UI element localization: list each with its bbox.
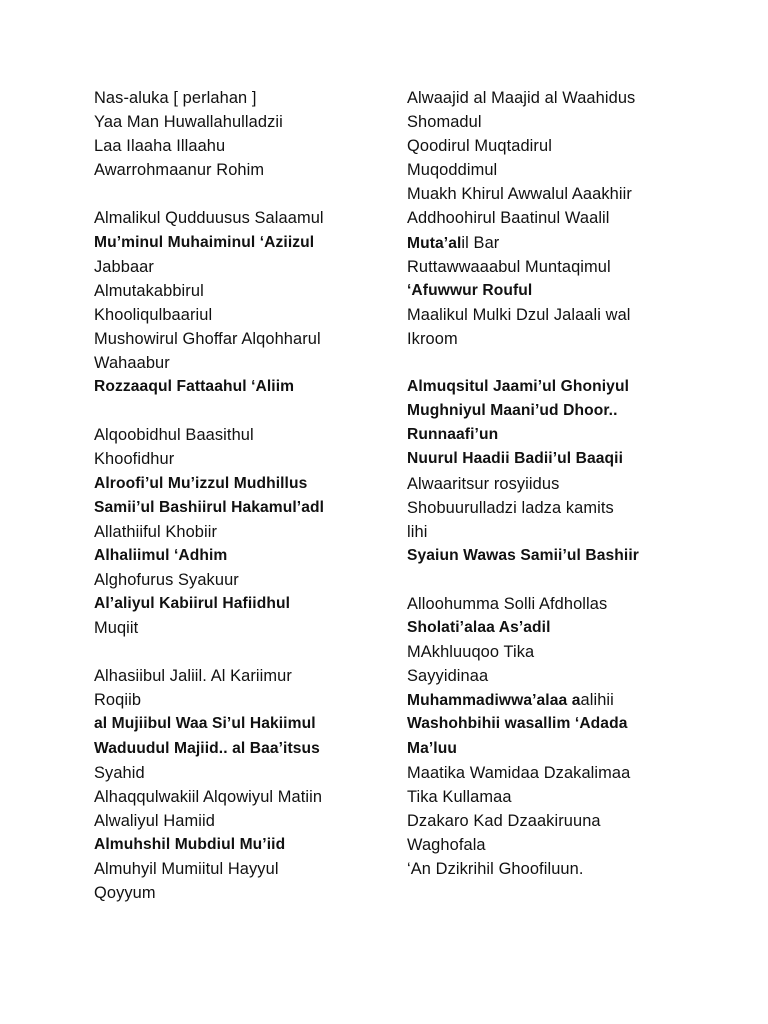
right-line-25-segment-0: Muhammadiwwa’alaa a [407,692,581,710]
left-line-21: Al’aliyul Kabiirul Hafiidhul [94,594,291,612]
right-line-5: Addhoohirul Baatinul Waalil [407,209,610,228]
right-column [407,86,747,881]
left-line-7: Jabbaar [94,257,154,276]
left-line-31: Almuhshil Mubdiul Mu’iid [94,835,286,853]
left-line-24: Alhasiibul Jaliil. Al Kariimur [94,667,292,686]
right-line-6-segment-1: il Bar [461,233,500,252]
left-line-18: Allathiiful Khobiir [94,522,218,541]
right-line-13: Mughniyul Maani’ud Dhoor.. [407,402,618,420]
left-line-6: Mu’minul Muhaiminul ‘Aziizul [94,233,315,251]
right-line-21: Alloohumma Solli Afdhollas [407,594,608,613]
right-line-8: ‘Afuwwur Rouful [407,281,533,299]
left-line-14: Alqoobidhul Baasithul [94,426,254,445]
right-line-16: Alwaaritsur rosyiidus [407,474,560,493]
left-line-5: Almalikul Qudduusus Salaamul [94,209,324,228]
left-line-22: Muqiit [94,619,139,638]
right-line-9: Maalikul Mulki Dzul Jalaali wal [407,305,631,324]
right-line-17: Shobuurulladzi ladza kamits [407,498,614,517]
left-line-3: Awarrohmaanur Rohim [94,161,265,180]
left-line-11: Wahaabur [94,354,170,373]
left-line-8: Almutakabbirul [94,281,204,300]
right-line-31: Waghofala [407,835,486,854]
left-line-28: Syahid [94,763,145,782]
right-line-29: Tika Kullamaa [407,787,512,806]
left-line-12: Rozzaaqul Fattaahul ‘Aliim [94,378,295,396]
right-line-6-segment-0: Muta’al [407,234,462,252]
right-line-19: Syaiun Wawas Samii’ul Bashiir [407,546,639,564]
right-line-24: Sayyidinaa [407,667,489,686]
left-line-26: al Mujiibul Waa Si’ul Hakiimul [94,715,316,733]
left-column [94,86,394,905]
right-line-26: Washohbihii wasallim ‘Adada [407,715,628,733]
right-line-10: Ikroom [407,329,458,348]
right-line-14: Runnaafi’un [407,426,499,444]
right-stanza-break [407,568,747,592]
left-stanza-break [94,182,394,206]
left-stanza-break [94,399,394,423]
right-line-3: Muqoddimul [407,161,498,180]
right-line-27: Ma’luu [407,739,457,757]
right-line-30: Dzakaro Kad Dzaakiruuna [407,811,601,830]
left-line-9: Khooliqulbaariul [94,305,213,324]
right-stanza-break [407,351,747,375]
left-line-29: Alhaqqulwakiil Alqowiyul Matiin [94,787,323,806]
right-line-25-segment-1: alihii [580,691,614,710]
left-line-16: Alroofi’ul Mu’izzul Mudhillus [94,474,308,492]
left-line-19: Alhaliimul ‘Adhim [94,546,228,564]
right-line-32: ‘An Dzikrihil Ghoofiluun. [407,860,584,878]
right-line-12: Almuqsitul Jaami’ul Ghoniyul [407,378,630,396]
right-line-28: Maatika Wamidaa Dzakalimaa [407,763,631,782]
left-line-30: Alwaliyul Hamiid [94,811,215,830]
right-line-18: lihi [407,522,428,541]
right-line-25 [407,688,747,712]
left-line-25: Roqiib [94,691,142,710]
left-line-1: Yaa Man Huwallahulladzii [94,113,283,132]
right-line-15: Nuurul Haadii Badii’ul Baaqii [407,450,624,468]
right-line-23: MAkhluuqoo Tika [407,643,535,662]
left-stanza-break [94,640,394,664]
right-line-6 [407,231,747,255]
left-line-33: Qoyyum [94,884,156,903]
right-line-0: Alwaajid al Maajid al Waahidus [407,89,636,107]
left-line-20: Alghofurus Syakuur [94,570,239,589]
right-line-4: Muakh Khirul Awwalul Aaakhiir [407,185,632,204]
left-line-15: Khoofidhur [94,450,175,469]
right-line-22: Sholati’alaa As’adil [407,619,551,637]
right-line-2: Qoodirul Muqtadirul [407,137,552,156]
right-line-1: Shomadul [407,113,482,132]
left-line-32: Almuhyil Mumiitul Hayyul [94,860,279,878]
left-line-27: Waduudul Majiid.. al Baa’itsus [94,739,320,757]
left-line-17: Samii’ul Bashiirul Hakamul’adl [94,498,325,516]
left-line-2: Laa Ilaaha Illaahu [94,137,226,156]
left-line-10: Mushowirul Ghoffar Alqohharul [94,329,321,348]
left-line-0: Nas-aluka [ perlahan ] [94,89,257,107]
right-line-7: Ruttawwaaabul Muntaqimul [407,257,611,276]
